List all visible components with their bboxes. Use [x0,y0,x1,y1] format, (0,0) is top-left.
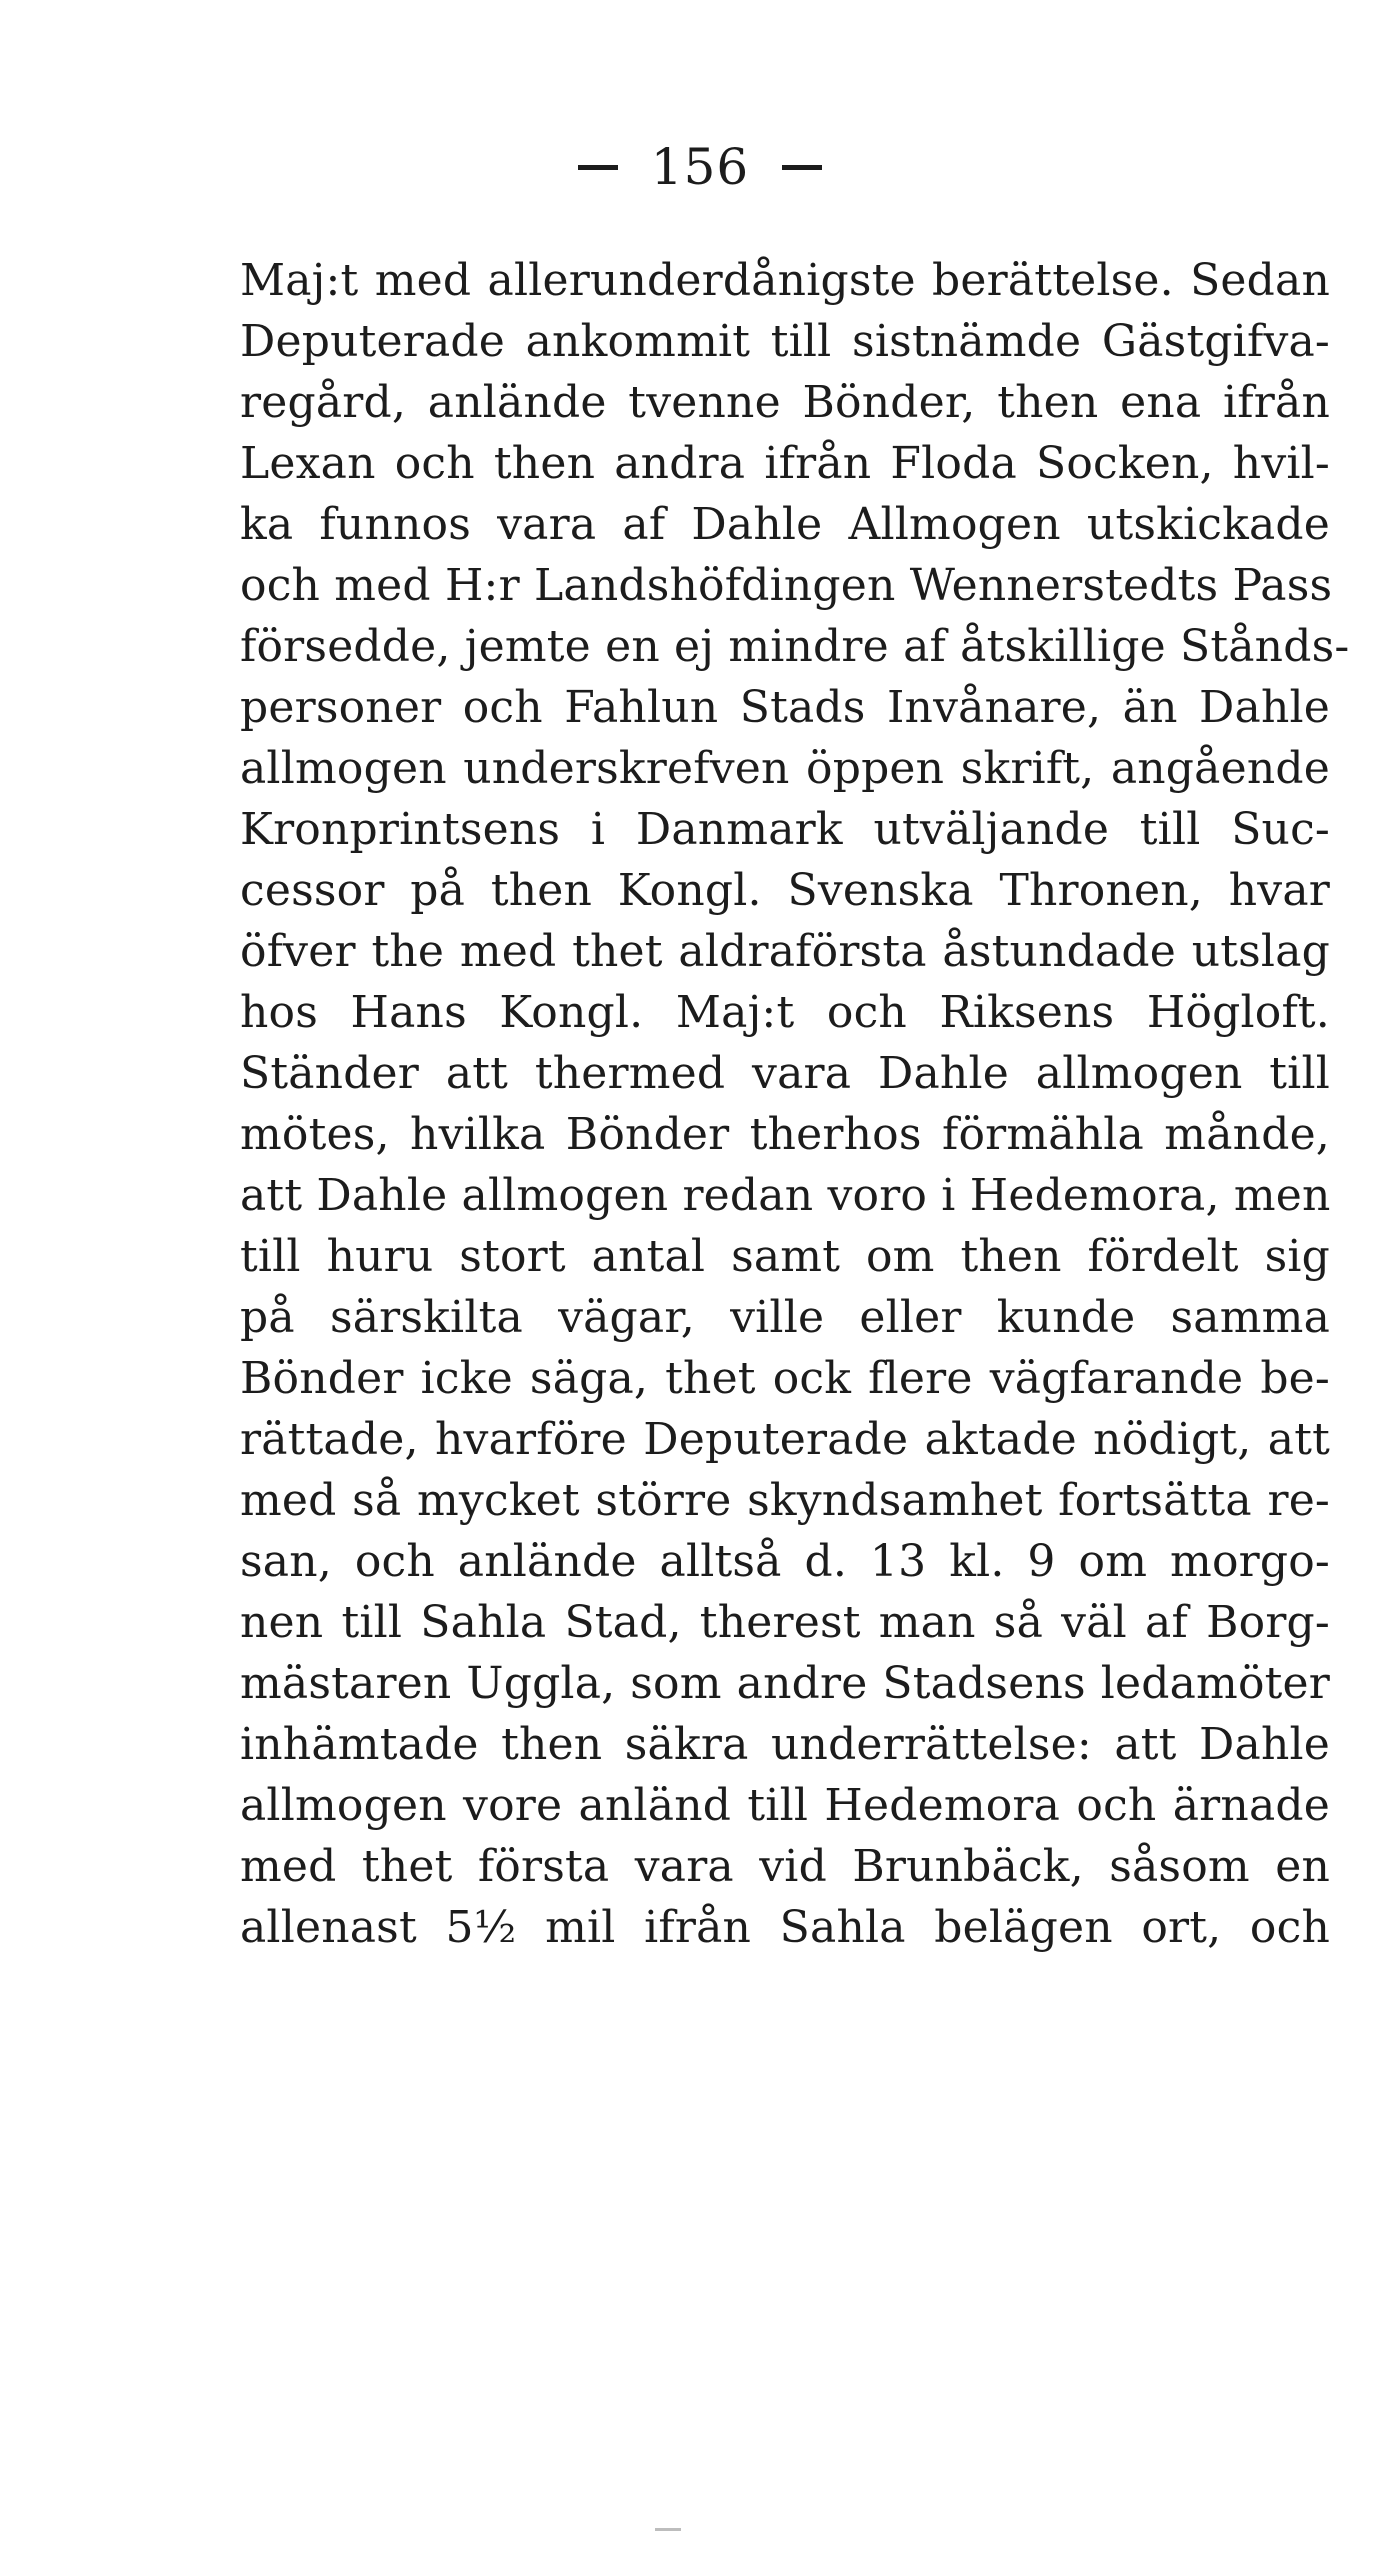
text-line: allenast 5½ mil ifrån Sahla belägen ort, och [240,1902,1330,1953]
page-number: 156 [650,138,750,196]
text-line: Deputerade ankommit till sistnämde Gästgifva- [240,316,1330,367]
text-line: till huru stort antal samt om then fördelt sig [240,1231,1330,1282]
page-header [0,138,1400,208]
header-dash-left [578,165,618,170]
text-line: Ständer att thermed vara Dahle allmogen till [240,1048,1330,1099]
text-line: Maj:t med allerunderdånigste berättelse. Sedan [240,255,1330,306]
body-text [240,250,1350,1958]
text-line: med så mycket större skyndsamhet fortsätta re- [240,1475,1330,1526]
bottom-dash-mark [655,2528,681,2531]
text-line: ka funnos vara af Dahle Allmogen utskickade [240,499,1330,550]
text-line: regård, anlände tvenne Bönder, then ena ifrån [240,377,1330,428]
text-line: Kronprintsens i Danmark utväljande till Suc- [240,804,1330,855]
text-line: med thet första vara vid Brunbäck, såsom en [240,1841,1330,1892]
text-line: inhämtade then säkra underrättelse: att Dahle [240,1719,1330,1770]
text-line: rättade, hvarföre Deputerade aktade nödigt, att [240,1414,1330,1465]
text-line: allmogen vore anländ till Hedemora och ärnade [240,1780,1330,1831]
text-line: mästaren Uggla, som andre Stadsens ledamöter [240,1658,1330,1709]
text-line: san, och anlände alltså d. 13 kl. 9 om morgo- [240,1536,1330,1587]
text-line: allmogen underskrefven öppen skrift, angående [240,743,1330,794]
text-line: Lexan och then andra ifrån Floda Socken, hvil- [240,438,1330,489]
text-line: hos Hans Kongl. Maj:t och Riksens Högloft. [240,987,1330,1038]
header-dash-right [782,165,822,170]
text-line: cessor på then Kongl. Svenska Thronen, hvar [240,865,1330,916]
text-line: försedde, jemte en ej mindre af åtskillige Stånds- [240,621,1350,672]
text-line: nen till Sahla Stad, therest man så väl af Borg- [240,1597,1330,1648]
text-line: öfver the med thet aldraförsta åstundade utslag [240,926,1330,977]
text-line: att Dahle allmogen redan voro i Hedemora, men [240,1170,1331,1221]
text-line: Bönder icke säga, thet ock flere vägfarande be- [240,1353,1330,1404]
text-line: och med H:r Landshöfdingen Wennerstedts Pass [240,560,1333,611]
text-line: på särskilta vägar, ville eller kunde samma [240,1292,1330,1343]
text-line: mötes, hvilka Bönder therhos förmähla månde, [240,1109,1330,1160]
text-line: personer och Fahlun Stads Invånare, än Dahle [240,682,1330,733]
